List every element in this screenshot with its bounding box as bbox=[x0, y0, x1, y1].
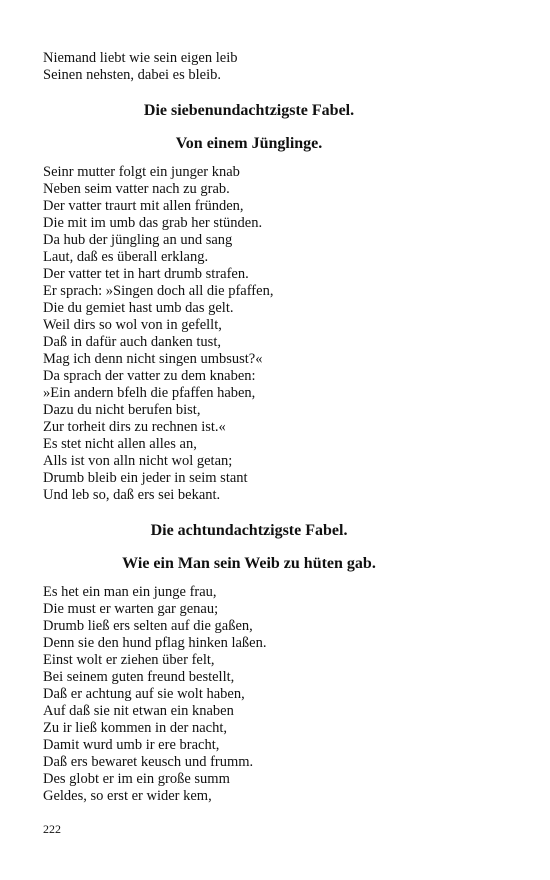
verse-line: Weil dirs so wol von in gefellt, bbox=[43, 317, 222, 333]
verse-line: Daß in dafür auch danken tust, bbox=[43, 334, 221, 350]
verse-line: Dazu du nicht berufen bist, bbox=[43, 402, 201, 418]
verse-line: Es stet nicht allen alles an, bbox=[43, 436, 197, 452]
verse-line: Neben seim vatter nach zu grab. bbox=[43, 181, 230, 197]
top-verse bbox=[43, 50, 503, 84]
verse-line: Und leb so, daß ers sei bekant. bbox=[43, 487, 221, 503]
verse-line: Daß er achtung auf sie wolt haben, bbox=[43, 686, 245, 702]
verse-line: Der vatter tet in hart drumb strafen. bbox=[43, 266, 249, 282]
verse-line: Zu ir ließ kommen in der nacht, bbox=[43, 720, 228, 736]
verse-line: Damit wurd umb ir ere bracht, bbox=[43, 737, 220, 753]
verse-line: Da hub der jüngling an und sang bbox=[43, 232, 233, 248]
fable-87-title: Von einem Jünglinge. bbox=[175, 135, 323, 152]
verse-line: Denn sie den hund pflag hinken laßen. bbox=[43, 635, 267, 651]
fable-88-heading: Die achtundachtzigste Fabel. bbox=[150, 522, 348, 539]
verse-line: Seinen nehsten, dabei es bleib. bbox=[43, 67, 221, 83]
fable-87-heading: Die siebenundachtzigste Fabel. bbox=[143, 102, 355, 119]
verse-line: Seinr mutter folgt ein junger knab bbox=[43, 164, 240, 180]
verse-line: Mag ich denn nicht singen umbsust?« bbox=[43, 351, 263, 367]
verse-line: Drumb bleib ein jeder in seim stant bbox=[43, 470, 248, 486]
verse-line: Auf daß sie nit etwan ein knaben bbox=[43, 703, 234, 719]
verse-line: Alls ist von alln nicht wol getan; bbox=[43, 453, 233, 469]
verse-line: Laut, daß es überall erklang. bbox=[43, 249, 209, 265]
verse-line: Des globt er im ein große summ bbox=[43, 771, 230, 787]
verse-line: Drumb ließ ers selten auf die gaßen, bbox=[43, 618, 253, 634]
verse-line: Die du gemiet hast umb das gelt. bbox=[43, 300, 234, 316]
verse-line: Niemand liebt wie sein eigen leib bbox=[43, 50, 238, 66]
fable-88 bbox=[43, 521, 503, 805]
verse-line: Daß ers bewaret keusch und frumm. bbox=[43, 754, 254, 770]
verse-line: Die must er warten gar genau; bbox=[43, 601, 219, 617]
verse-line: Einst wolt er ziehen über felt, bbox=[43, 652, 215, 668]
verse-line: Es het ein man ein junge frau, bbox=[43, 584, 217, 600]
page-number: 222 bbox=[43, 822, 61, 836]
verse-line: Bei seinem guten freund bestellt, bbox=[43, 669, 235, 685]
verse-line: Zur torheit dirs zu rechnen ist.« bbox=[43, 419, 226, 435]
verse-line: Die mit im umb das grab her stünden. bbox=[43, 215, 263, 231]
page-body bbox=[43, 50, 503, 805]
verse-line: Geldes, so erst er wider kem, bbox=[43, 788, 212, 804]
fable-88-title: Wie ein Man sein Weib zu hüten gab. bbox=[122, 555, 376, 572]
fable-87 bbox=[43, 101, 503, 504]
verse-line: »Ein andern bfelh die pfaffen haben, bbox=[43, 385, 256, 401]
verse-line: Er sprach: »Singen doch all die pfaffen, bbox=[43, 283, 274, 299]
verse-line: Der vatter traurt mit allen fründen, bbox=[43, 198, 244, 214]
verse-line: Da sprach der vatter zu dem knaben: bbox=[43, 368, 256, 384]
